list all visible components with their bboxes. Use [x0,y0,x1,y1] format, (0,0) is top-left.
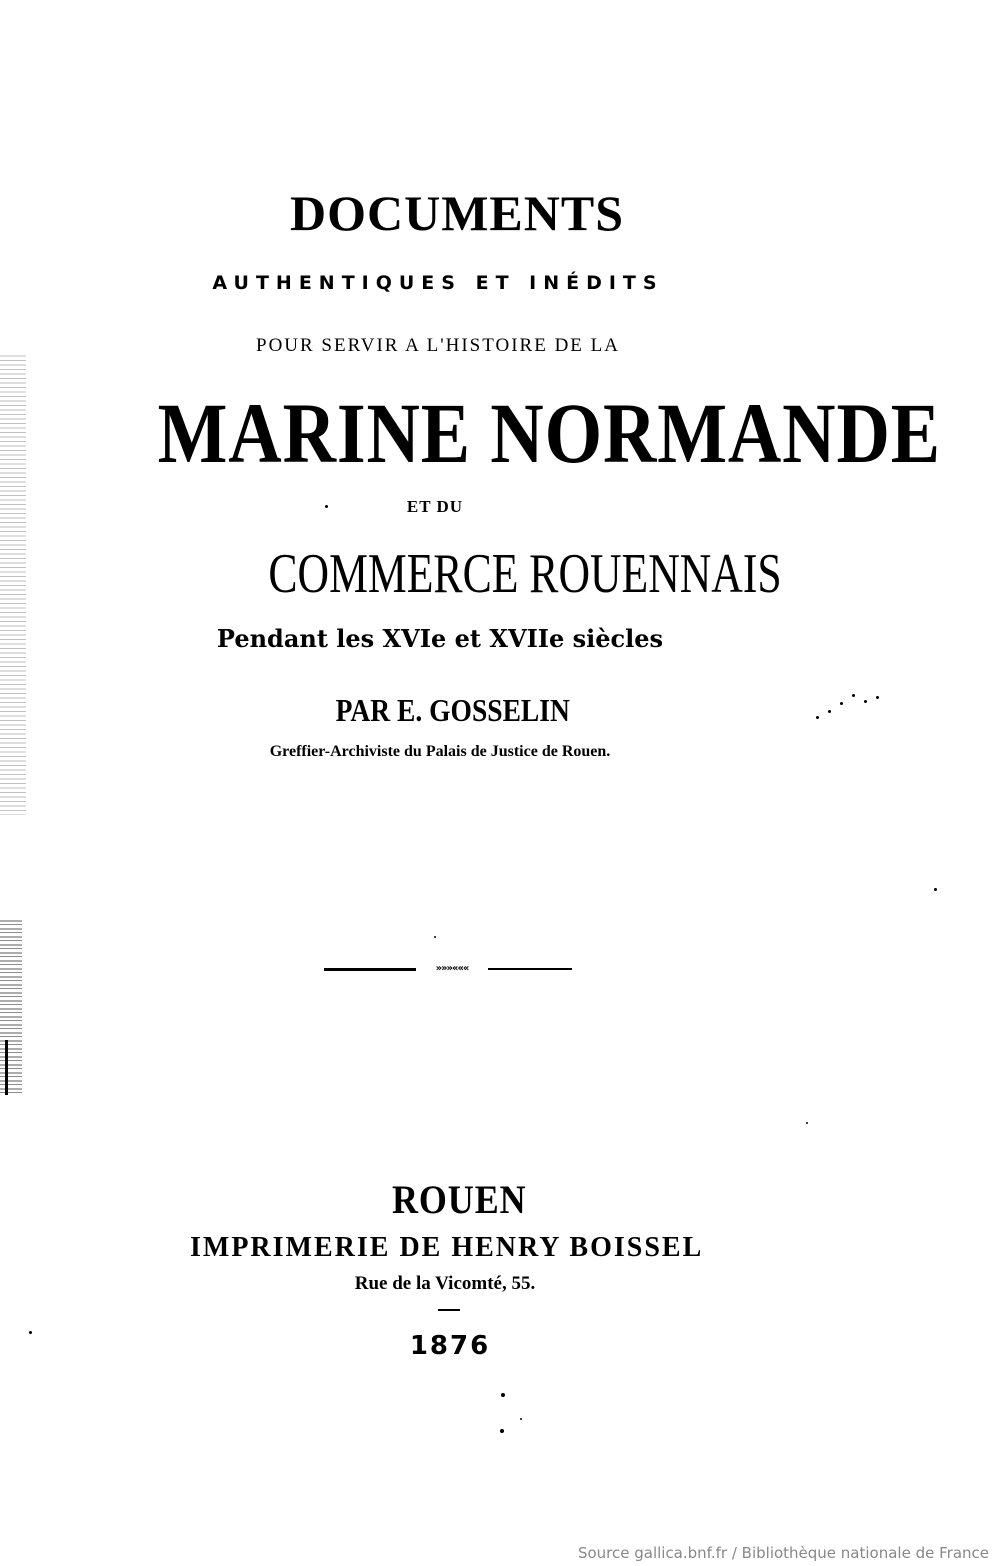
source-attribution: Source gallica.bnf.fr / Bibliothèque nationale de France [577,1544,989,1562]
speck [816,716,819,719]
address: Rue de la Vicomté, 55. [354,1273,536,1294]
speck [806,1122,808,1124]
year: 1876 [409,1331,491,1361]
period-subtitle: Pendant les XVIe et XVIIe siècles [216,624,664,653]
main-title: MARINE NORMANDE [157,385,941,481]
subtitle-pour-servir: POUR SERVIR A L'HISTOIRE DE LA [256,335,620,356]
scan-edge-noise-lower [0,920,22,1095]
ornament-rule [324,963,572,975]
city: ROUEN [392,1177,527,1222]
ornament-bar-right [488,968,572,970]
author: PAR E. GOSSELIN [335,692,570,728]
speck [934,888,937,891]
author-role: Greffier-Archiviste du Palais de Justice de Rouen. [269,743,611,760]
speck [434,936,436,938]
subtitle-authentiques: AUTHENTIQUES ET INÉDITS [212,272,664,294]
speck [864,700,867,703]
title: DOCUMENTS [290,185,625,241]
speck [325,505,328,508]
speck [828,710,831,713]
speck [29,1331,32,1334]
speck [840,702,843,705]
ornament-beads: »»»««« [435,963,469,974]
speck [876,696,879,699]
scan-edge-noise [0,355,26,815]
speck [852,694,855,697]
conjunction: ET DU [406,497,464,516]
speck [501,1393,505,1397]
speck [500,1429,504,1433]
ornament-bar-left [324,968,416,971]
printer: IMPRIMERIE DE HENRY BOISSEL [190,1232,704,1263]
speck [520,1418,522,1420]
scan-edge-mark [5,1040,8,1095]
divider-dash [438,1309,460,1311]
secondary-title: COMMERCE ROUENNAIS [268,543,782,605]
